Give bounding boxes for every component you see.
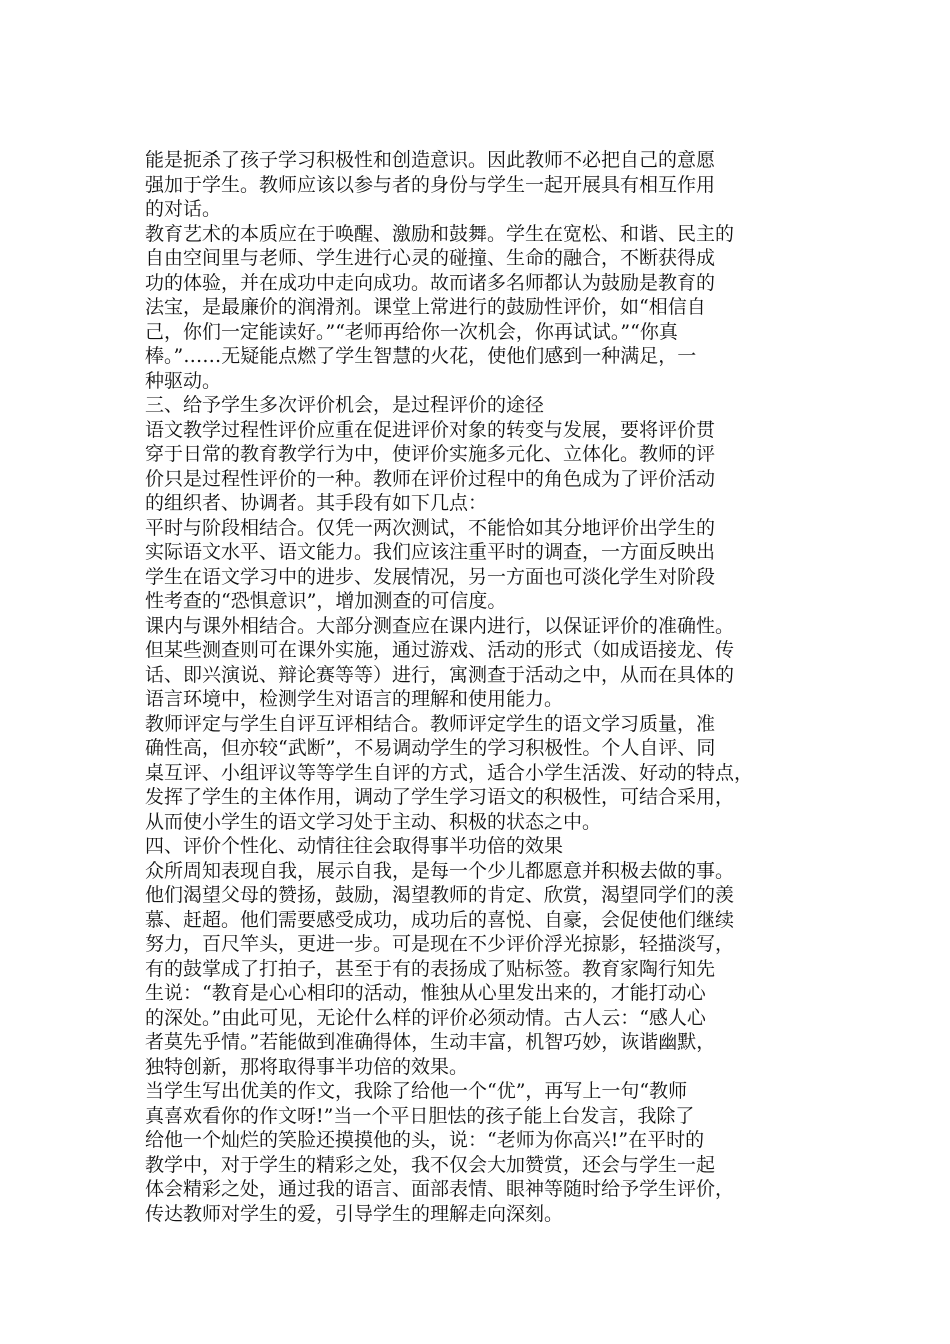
text-line: 的组织者、协调者。其手段有如下几点： [145, 492, 488, 514]
text-line: 教学中，对于学生的精彩之处，我不仅会大加赞赏，还会与学生一起 [145, 1153, 716, 1176]
text-line: 能是扼杀了孩子学习积极性和创造意识。因此教师不必把自己的意愿 [145, 149, 716, 171]
text-line: 平时与阶段相结合。仅凭一两次测试，不能恰如其分地评价出学生的 [145, 516, 716, 539]
text-line: 他们渴望父母的赞扬，鼓励，渴望教师的肯定、欣赏，渴望同学们的羡 [145, 884, 735, 906]
text-line: 有的鼓掌成了打拍子，甚至于有的表扬成了贴标签。教育家陶行知先 [145, 957, 716, 980]
text-line: 教育艺术的本质应在于唤醒、激励和鼓舞。学生在宽松、和谐、民主的 [145, 222, 735, 245]
text-line: 当学生写出优美的作文，我除了给他一个“优”，再写上一句“教师 [145, 1080, 688, 1102]
paragraph [145, 222, 809, 394]
text-line: 话、即兴演说、辩论赛等等）进行，寓测查于活动之中，从而在具体的 [145, 663, 735, 686]
text-line: 课内与课外相结合。大部分测查应在课内进行，以保证评价的准确性。 [145, 614, 735, 637]
text-line: 传达教师对学生的爱，引导学生的理解走向深刻。 [145, 1202, 564, 1225]
paragraph [145, 614, 809, 712]
text-line: 生说：“教育是心心相印的活动，惟独从心里发出来的，才能打动心 [145, 982, 706, 1004]
text-line: 穿于日常的教育教学行为中，使评价实施多元化、立体化。教师的评 [145, 443, 716, 465]
text-line: 独特创新，那将取得事半功倍的效果。 [145, 1055, 469, 1078]
section-heading [145, 393, 809, 418]
paragraph [145, 418, 809, 516]
heading-text: 四、评价个性化、动情往往会取得事半功倍的效果 [145, 835, 564, 857]
paragraph [145, 712, 809, 835]
text-line: 但某些测查则可在课外实施，通过游戏、活动的形式（如成语接龙、传 [145, 639, 735, 661]
text-line: 确性高，但亦较“武断”，不易调动学生的学习积极性。个人自评、同 [145, 737, 716, 759]
text-line: 教师评定与学生自评互评相结合。教师评定学生的语文学习质量，准 [145, 712, 716, 735]
document-body [145, 148, 809, 1226]
paragraph [145, 148, 809, 222]
paragraph [145, 516, 809, 614]
text-line: 者莫先乎情。”若能做到准确得体，生动丰富，机智巧妙，诙谐幽默， [145, 1031, 716, 1053]
text-line: 价只是过程性评价的一种。教师在评价过程中的角色成为了评价活动 [145, 467, 716, 490]
text-line: 实际语文水平、语文能力。我们应该注重平时的调查，一方面反映出 [145, 541, 716, 563]
text-line: 从而使小学生的语文学习处于主动、积极的状态之中。 [145, 810, 602, 833]
text-line: 的对话。 [145, 198, 222, 220]
text-line: 强加于学生。教师应该以参与者的身份与学生一起开展具有相互作用 [145, 173, 716, 196]
text-line: 棒。”……无疑能点燃了学生智慧的火花，使他们感到一种满足，一 [145, 345, 697, 367]
heading-text: 三、给予学生多次评价机会，是过程评价的途径 [145, 394, 545, 416]
text-line: 功的体验，并在成功中走向成功。故而诸多名师都认为鼓励是教育的 [145, 271, 716, 294]
text-line: 桌互评、小组评议等等学生自评的方式，适合小学生活泼、好动的特点， [145, 761, 754, 784]
text-line: 法宝，是最廉价的润滑剂。课堂上常进行的鼓励性评价，如“相信自 [145, 296, 706, 318]
text-line: 给他一个灿烂的笑脸还摸摸他的头，说：“老师为你高兴!”在平时的 [145, 1129, 705, 1151]
text-line: 体会精彩之处，通过我的语言、面部表情、眼神等随时给予学生评价， [145, 1178, 735, 1200]
text-line: 努力，百尺竿头，更进一步。可是现在不少评价浮光掠影，轻描淡写， [145, 933, 735, 955]
text-line: 语文教学过程性评价应重在促进评价对象的转变与发展，要将评价贯 [145, 418, 716, 441]
section-heading [145, 834, 809, 859]
text-line: 的深处。”由此可见，无论什么样的评价必须动情。古人云：“感人心 [145, 1006, 706, 1029]
text-line: 众所周知表现自我，展示自我，是每一个少儿都愿意并积极去做的事。 [145, 859, 735, 882]
text-line: 真喜欢看你的作文呀!”当一个平日胆怯的孩子能上台发言，我除了 [145, 1104, 695, 1127]
text-line: 己，你们一定能读好。”“老师再给你一次机会，你再试试。”“你真 [145, 320, 678, 343]
text-line: 性考查的“恐惧意识”，增加测查的可信度。 [145, 590, 507, 612]
text-line: 自由空间里与老师、学生进行心灵的碰撞、生命的融合，不断获得成 [145, 247, 716, 269]
text-line: 语言环境中，检测学生对语言的理解和使用能力。 [145, 688, 564, 710]
paragraph [145, 859, 809, 1080]
text-line: 学生在语文学习中的进步、发展情况，另一方面也可淡化学生对阶段 [145, 565, 716, 588]
text-line: 慕、赶超。他们需要感受成功，成功后的喜悦、自豪，会促使他们继续 [145, 908, 735, 931]
text-line: 发挥了学生的主体作用，调动了学生学习语文的积极性，可结合采用， [145, 786, 735, 808]
text-line: 种驱动。 [145, 369, 222, 392]
paragraph [145, 1079, 809, 1226]
